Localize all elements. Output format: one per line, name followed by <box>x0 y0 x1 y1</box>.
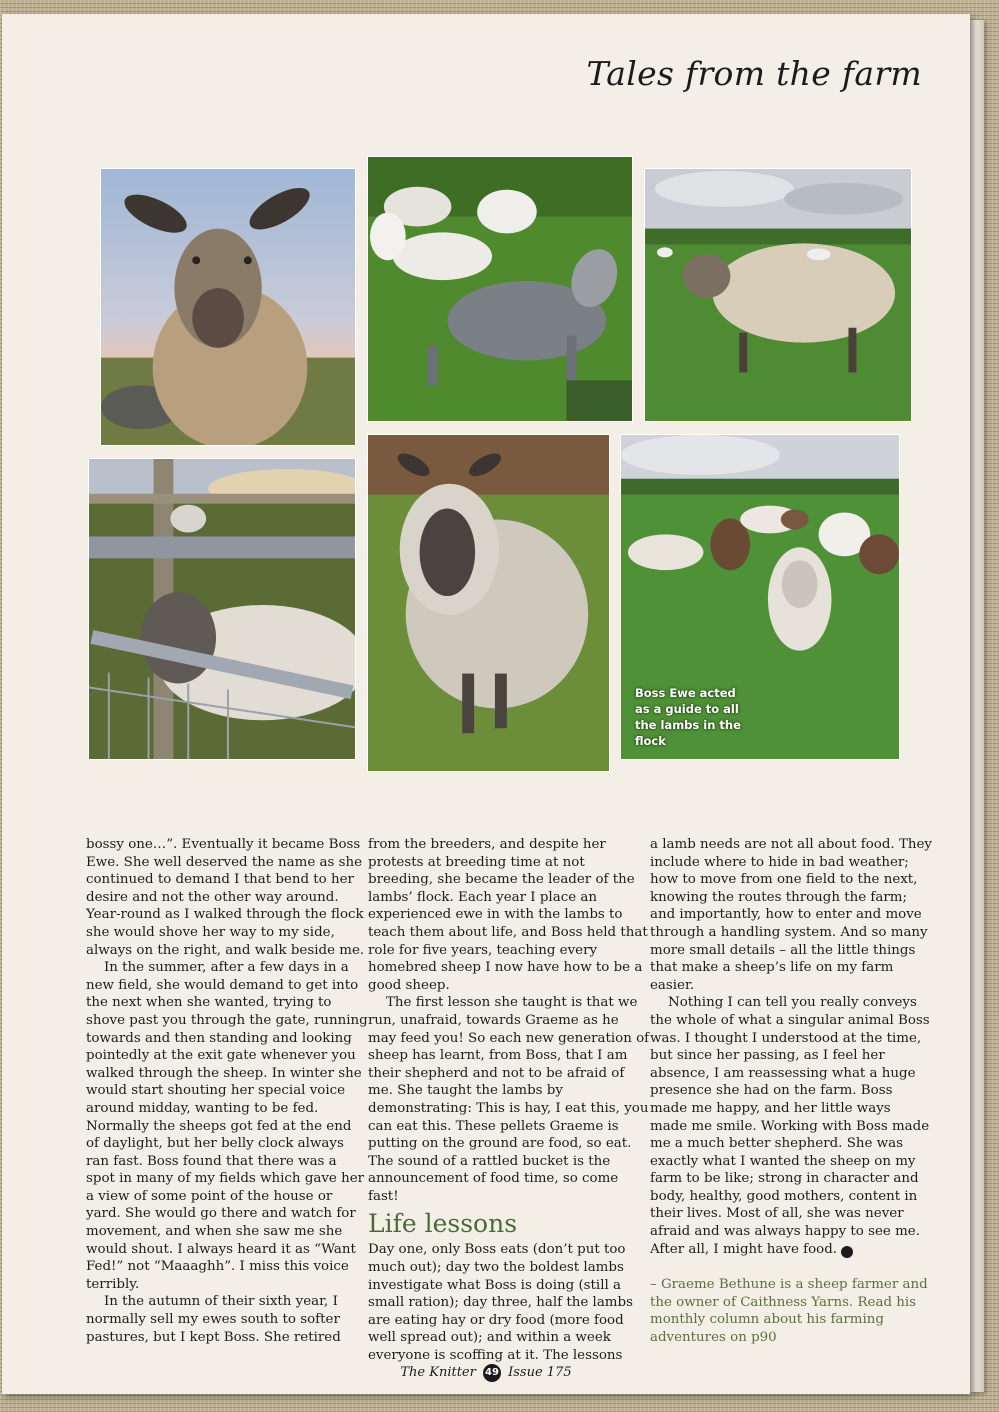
page-edge <box>970 20 984 1392</box>
final-paragraph-text: Nothing I can tell you really conveys the whole of what a singular animal Boss was. I thought I understood at the time, but since her passing, as I feel her absence, I am reassessing what a huge presence she had on the farm. Boss made me happy, and her little ways made me smile. Working with Boss made me a much better shepherd. She was exactly what I wanted the sheep on my farm to be like; strong in character and body, healthy, good mothers, content in their lives. Most of all, she was never afraid and was always happy to see me. After all, I might have food. <box>650 995 930 1257</box>
flock-in-field-photo <box>620 434 900 760</box>
subheading: Life lessons <box>368 1209 518 1239</box>
woolly-sheep-in-field-photo <box>644 168 912 422</box>
clipped-ewe-with-lambs-photo <box>367 156 633 422</box>
sheep-closeup-photo <box>100 168 356 446</box>
article-paragraph: The first lesson she taught is that we run, unafraid, towards Graeme as he may feed you! So each new generation of sheep has learnt, from Boss, that I am their shepherd and not to be afraid of me. She taught the lambs by demonstrating: This is hay, I eat this, you can eat this. These pellets Graeme is putting on the ground are food, so eat. The sound of a rattled bucket is the announcement of food time, so come fast! <box>368 995 650 1204</box>
ewe-at-gate-photo <box>88 458 356 760</box>
article-column-2 <box>368 836 650 1365</box>
page-number: 49 <box>483 1364 501 1382</box>
page-footer <box>2 1364 970 1382</box>
article-paragraph: bossy one…”. Eventually it became Boss Ewe. She well deserved the name as she continued to demand I that bend to her desire and not the other way around. Year-round as I walked through the flock she would shove her way to my side, always on the right, and walk beside me. <box>86 837 365 958</box>
boss-ewe-standing-photo <box>367 434 610 772</box>
article-column-3 <box>650 836 932 1347</box>
magazine-name: The Knitter <box>400 1365 476 1380</box>
issue-number: Issue 175 <box>508 1365 572 1380</box>
article-paragraph: In the autumn of their sixth year, I normally sell my ewes south to softer pastures, but I kept Boss. She retired <box>86 1294 341 1345</box>
article-paragraph: a lamb needs are not all about food. They include where to hide in bad weather; how to move from one field to the next, knowing the routes through the farm; and importantly, how to enter and move through a handling system. And so many more small details – all the little things that make a sheep’s life on my farm easier. <box>650 837 932 993</box>
article-paragraph: Day one, only Boss eats (don’t put too much out); day two the boldest lambs investigate what Boss is doing (still a small ration); day three, half the lambs are eating hay or dry food (more food well spread out); and within a week everyone is scoffing at it. The lessons <box>368 1242 633 1364</box>
author-bio: – Graeme Bethune is a sheep farmer and the owner of Caithness Yarns. Read his monthly column about his farming adventures on p90 <box>650 1277 928 1346</box>
magazine-page <box>2 14 970 1394</box>
article-paragraph: from the breeders, and despite her protests at breeding time at not breeding, she became the leader of the lambs’ flock. Each year I place an experienced ewe in with the lambs to teach them about life, and Boss held that role for five years, teaching every homebred sheep I now have how to be a good sheep. <box>368 837 648 993</box>
article-column-1 <box>86 836 368 1346</box>
end-mark-icon: ✚ <box>841 1246 853 1258</box>
article-paragraph <box>650 994 932 1258</box>
photo-caption: Boss Ewe acted as a guide to all the lambs in the flock <box>635 686 741 748</box>
article-paragraph: In the summer, after a few days in a new field, she would demand to get into the next when she wanted, trying to shove past you through the gate, running towards and then standing and looking pointedly at the exit gate whenever you walked through the sheep. In winter she would start shouting her special voice around midday, wanting to be fed. Normally the sheeps got fed at the end of daylight, but her belly clock always ran fast. Boss found that there was a spot in many of my fields which gave her a view of some point of the house or yard. She would go there and watch for movement, and when she saw me she would shout. I always heard it as “Want Fed!” not “Maaaghh”. I miss this voice terribly. <box>86 960 368 1292</box>
section-title: Tales from the farm <box>586 54 922 93</box>
